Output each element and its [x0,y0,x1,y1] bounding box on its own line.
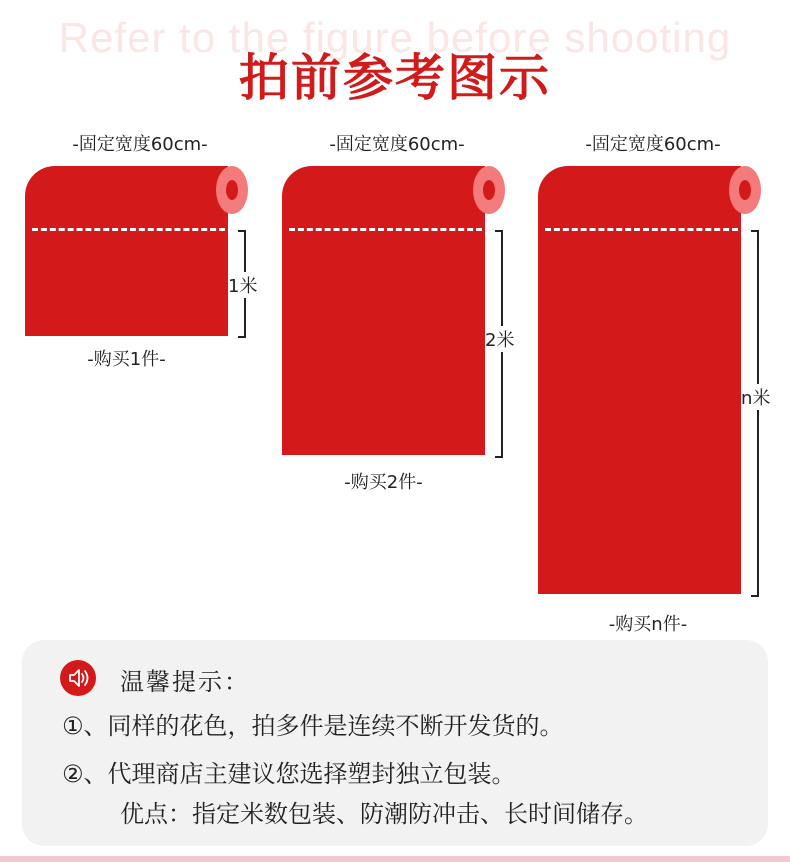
roll-2-width-label: -固定宽度60cm- [329,134,465,155]
roll-3-buy-label: -购买n件- [608,614,688,635]
roll-3-length-label: n米 [741,384,770,410]
roll-2-length-label: 2米 [485,326,514,352]
tip-line-1: ①、同样的花色，拍多件是连续不断开发货的。 [62,712,564,740]
roll-2-core [473,166,505,214]
background-watermark-text: Refer to the figure before shooting [58,14,732,61]
tip-line-3: 优点：指定米数包装、防潮防冲击、长时间储存。 [120,800,648,828]
roll-1-core [216,166,248,214]
roll-3-cut-line [545,228,738,231]
roll-2-buy-label: -购买2件- [344,472,423,493]
roll-1-width-label: -固定宽度60cm- [72,134,208,155]
roll-2-cut-line [289,228,482,231]
tip-line-2: ②、代理商店主建议您选择塑封独立包装。 [62,760,516,788]
roll-1-buy-label: -购买1件- [87,349,166,370]
roll-1-sheet [25,166,228,336]
roll-1-length-label: 1米 [228,272,257,298]
tips-heading: 温馨提示： [120,668,250,696]
roll-3-width-label: -固定宽度60cm- [585,134,721,155]
page-title: 拍前参考图示 [239,49,551,107]
tips-panel [22,640,768,846]
roll-3-core [729,166,761,214]
roll-2-sheet [282,166,485,455]
roll-3-length-bracket [751,230,759,597]
roll-1-cut-line [32,228,225,231]
bottom-divider [0,856,790,862]
speaker-icon [60,660,96,696]
